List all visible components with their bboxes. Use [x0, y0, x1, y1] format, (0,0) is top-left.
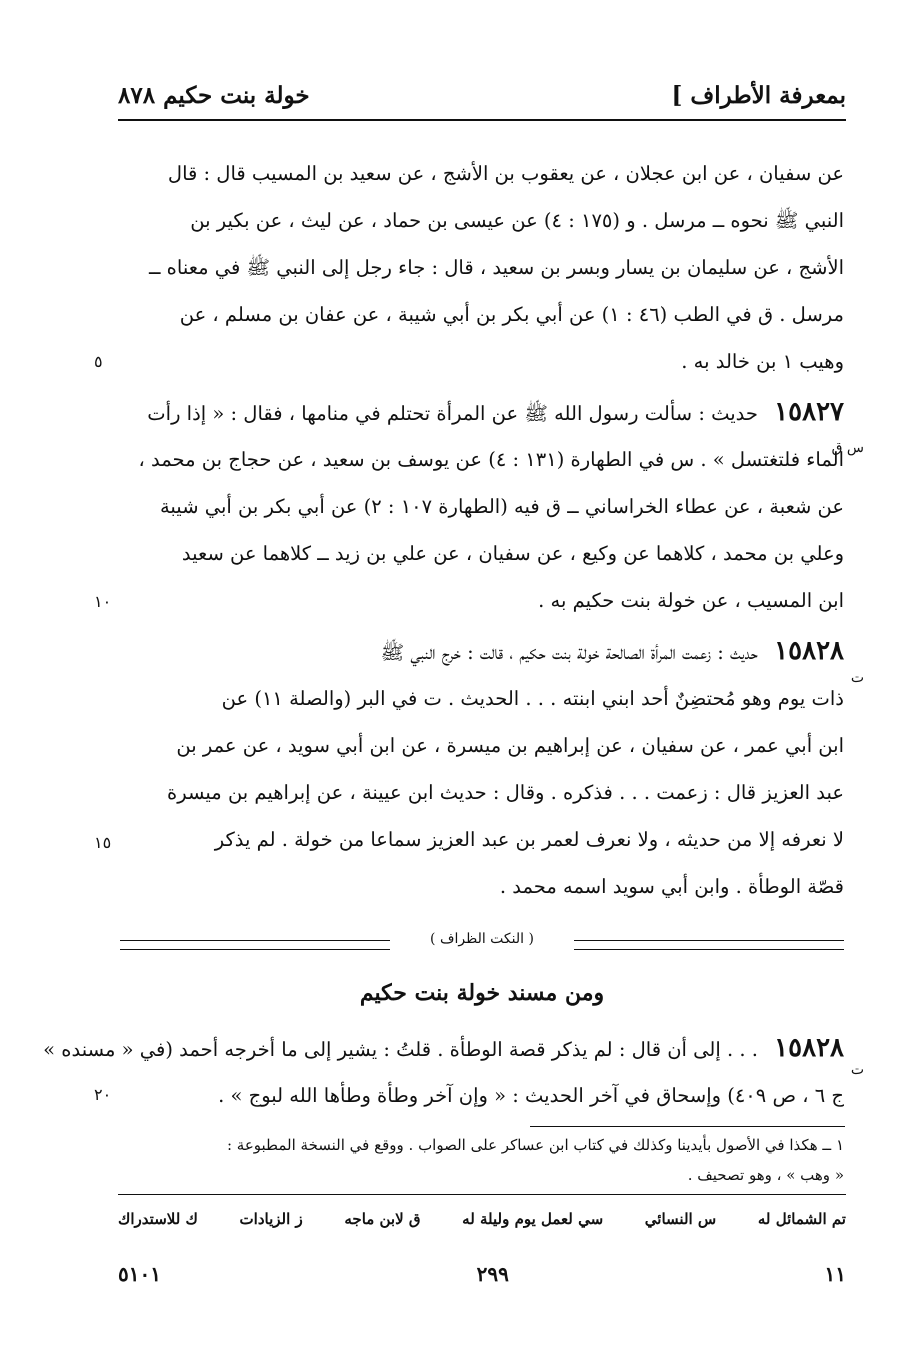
continuation-paragraph [124, 150, 844, 385]
footnote-line: ١ ــ هكذا في الأصول بأيدينا وكذلك في كتاب ابن عساكر على الصواب . ووقع في النسخة المطبوعة : [226, 1136, 844, 1154]
divider-label: ( النكت الظراف ) [430, 931, 534, 947]
divider-rule [574, 940, 844, 950]
line-number-15: ١٥ [94, 833, 112, 852]
legend-item: سي لعمل يوم وليلة له [462, 1210, 604, 1228]
line-number-5: ٥ [94, 352, 103, 371]
hadith-entry-15827 [124, 389, 844, 624]
source-code-sq: س ق [831, 440, 864, 456]
hadith-entry-15828 [124, 628, 844, 910]
text-line: وهيب ١ بن خالد به . [681, 350, 844, 373]
header-section-title: بمعرفة الأطراف ] [671, 81, 846, 109]
entry-text: . . . إلى أن قال : لم يذكر قصة الوطأة . قلتُ : يشير إلى ما أخرجه أحمد (في « مسنده » [43, 1038, 758, 1061]
legend-item: ز الزيادات [239, 1210, 303, 1228]
sequence-number: ٥١٠١ [118, 1262, 161, 1286]
text-line: الماء فلتغتسل » . س في الطهارة (١٣١ : ٤) عن يوسف بن سعيد ، عن حجاج بن محمد ، [138, 448, 844, 471]
text-line: عن سفيان ، عن ابن عجلان ، عن يعقوب بن الأشج ، عن سعيد بن المسيب قال : قال [167, 162, 844, 185]
text-line: ابن المسيب ، عن خولة بنت حكيم به . [538, 589, 844, 612]
text-line: ج ٦ ، ص ٤٠٩) وإسحاق في آخر الحديث : « وإن آخر وطأة وطأها الله لبوج » . [218, 1084, 844, 1107]
text-line: عبد العزيز قال : زعمت . . . فذكره . وقال : حديث ابن عيينة ، عن إبراهيم بن ميسرة [167, 781, 844, 804]
text-line: لا نعرفه إلا من حديثه ، ولا نعرف لعمر بن عبد العزيز سماعا من خولة . لم يذكر [214, 828, 844, 851]
legend-item: ك للاستدراك [118, 1210, 198, 1228]
entry-text: حديث : سألت رسول الله ﷺ عن المرأة تحتلم في منامها ، فقال : « إذا رأت [147, 402, 758, 425]
line-number-10: ١٠ [94, 592, 112, 611]
section-title: ومن مسند خولة بنت حكيم [359, 980, 605, 1006]
entry-number: ١٥٨٢٧ [774, 397, 844, 427]
text-line: مرسل . ق في الطب (٤٦ : ١) عن أبي بكر بن أبي شيبة ، عن عفان بن مسلم ، عن [179, 303, 844, 326]
text-line: ابن أبي عمر ، عن سفيان ، عن إبراهيم بن ميسرة ، عن ابن أبي سويد ، عن عمر بن [176, 734, 844, 757]
entry-first-line [43, 1025, 844, 1072]
legend-item: ق لابن ماجه [344, 1210, 421, 1228]
divider-rule [120, 940, 390, 950]
volume-number: ١١ [824, 1262, 846, 1286]
footnote [124, 1130, 844, 1190]
text-line: ذات يوم وهو مُحتضِنٌ أحد ابني ابنته . . . الحديث . ت في البر (والصلة ١١) عن [221, 687, 844, 710]
page-number: ٢٩٩ [476, 1262, 509, 1286]
legend-rule [118, 1194, 846, 1195]
header-rule [118, 119, 846, 121]
section-divider [120, 931, 844, 952]
text-line: وعلي بن محمد ، كلاهما عن وكيع ، عن سفيان ، عن علي بن زيد ــ كلاهما عن سعيد [181, 542, 844, 565]
text-line: قصّة الوطأة . وابن أبي سويد اسمه محمد . [499, 875, 844, 898]
line-number-20: ٢٠ [94, 1085, 112, 1104]
entry-first-line [124, 628, 844, 675]
entry-first-line [124, 389, 844, 436]
legend-item: س النسائي [644, 1210, 717, 1228]
footnote-rule [530, 1126, 845, 1127]
page-footer [118, 1262, 846, 1286]
entry-text: حديث : زعمت المرأة الصالحة خولة بنت حكيم ، قالت : خرج النبي ﷺ [380, 641, 758, 664]
footnote-line: « وهب » ، وهو تصحيف . [687, 1166, 844, 1184]
text-line: عن شعبة ، عن عطاء الخراساني ــ ق فيه (الطهارة ١٠٧ : ٢) عن أبي بكر بن أبي شيبة [159, 495, 844, 518]
legend-item: تم الشمائل له [757, 1210, 846, 1228]
text-line: الأشج ، عن سليمان بن يسار وبسر بن سعيد ، قال : جاء رجل إلى النبي ﷺ في معناه ــ [149, 256, 844, 279]
source-code-t: ت [850, 670, 864, 686]
entry-number: ١٥٨٢٨ [774, 636, 844, 666]
entry-number: ١٥٨٢٨ [774, 1033, 844, 1063]
header-chapter-title: خولة بنت حكيم ٨٧٨ [118, 81, 310, 109]
text-line: النبي ﷺ نحوه ــ مرسل . و (١٧٥ : ٤) عن عيسى بن حماد ، عن ليث ، عن بكير بن [190, 209, 844, 232]
source-code-t: ت [850, 1062, 864, 1078]
abbreviation-legend [118, 1210, 846, 1228]
running-header [118, 72, 846, 118]
